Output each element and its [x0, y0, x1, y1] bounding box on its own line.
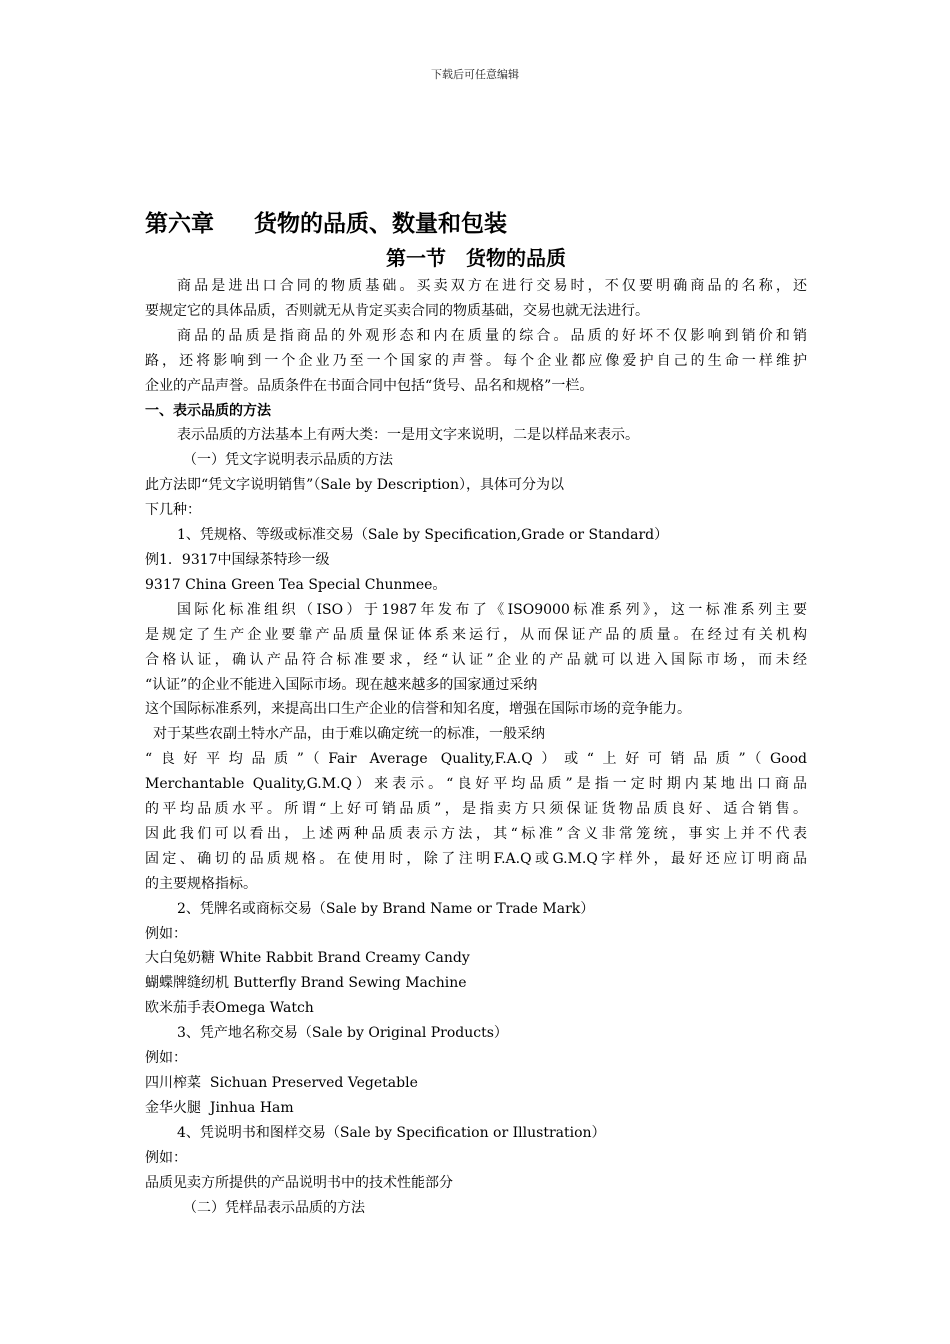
paragraph-line: 商品是进出口合同的物质基础。买卖双方在进行交易时，不仅要明确商品的名称，还	[177, 278, 807, 294]
example-label: 例如：	[145, 1050, 187, 1067]
subheading: 一、表示品质的方法	[145, 402, 271, 419]
example-line: 金华火腿 Jinhua Ham	[145, 1099, 294, 1116]
list-item: 2、凭牌名或商标交易（Sale by Brand Name or Trade Mark）	[177, 900, 595, 917]
subheading: （二）凭样品表示品质的方法	[183, 1199, 365, 1216]
list-item: 4、凭说明书和图样交易（Sale by Specification or Illustration）	[177, 1124, 606, 1141]
paragraph-line: 这个国际标准系列，来提高出口生产企业的信誉和知名度，增强在国际市场的竞争能力。	[145, 701, 691, 718]
paragraph-line: 是规定了生产企业要靠产品质量保证体系来运行，从而保证产品的质量。在经过有关机构	[145, 626, 807, 643]
example-line: 欧米茄手表Omega Watch	[145, 1000, 314, 1017]
example-line: 品质见卖方所提供的产品说明书中的技术性能部分	[145, 1174, 453, 1191]
paragraph-line: 下几种：	[145, 502, 201, 519]
paragraph-line: 要规定它的具体品质，否则就无从肯定买卖合同的物质基础，交易也就无法进行。	[145, 302, 649, 319]
section-name: 货物的品质	[466, 246, 566, 270]
paragraph-line: 此方法即“凭文字说明销售”（Sale by Description），具体可分为以	[145, 477, 565, 494]
paragraph-line: Merchantable Quality,G.M.Q）来表示。“良好平均品质”是指一定时期内某地出口商品	[145, 776, 807, 793]
chapter-number: 第六章	[145, 211, 214, 237]
paragraph-line: 固定、确切的品质规格。在使用时，除了注明F.A.Q或G.M.Q字样外，最好还应订明商品	[145, 850, 807, 867]
paragraph-line: 的主要规格指标。	[145, 875, 257, 892]
list-item: 3、凭产地名称交易（Sale by Original Products）	[177, 1025, 508, 1042]
chapter-title	[145, 206, 807, 242]
paragraph-line: “良好平均品质”（Fair Average Quality,F.A.Q）或“上好可销品质”（Good	[145, 751, 807, 768]
example-line: 例1．9317中国绿茶特珍一级	[145, 551, 330, 568]
paragraph-line: 表示品质的方法基本上有两大类：一是用文字来说明，二是以样品来表示。	[177, 427, 639, 444]
chapter-name: 货物的品质、数量和包装	[254, 211, 507, 237]
list-item: 1、凭规格、等级或标准交易（Sale by Specification,Grade or Standard）	[177, 527, 669, 544]
paragraph-line: 企业的产品声誉。品质条件在书面合同中包括“货号、品名和规格”一栏。	[145, 377, 594, 394]
example-label: 例如：	[145, 925, 187, 942]
paragraph-line: 合格认证，确认产品符合标准要求，经“认证”企业的产品就可以进入国际市场，而未经	[145, 651, 807, 668]
example-line: 蝴蝶牌缝纫机 Butterfly Brand Sewing Machine	[145, 975, 467, 992]
paragraph-line: “认证”的企业不能进入国际市场。现在越来越多的国家通过采纳	[145, 676, 538, 693]
paragraph-line: 商品的品质是指商品的外观形态和内在质量的综合。品质的好坏不仅影响到销价和销	[177, 327, 807, 344]
example-line: 四川榨菜 Sichuan Preserved Vegetable	[145, 1075, 418, 1091]
section-title	[145, 242, 807, 274]
paragraph-line: 路，还将影响到一个企业乃至一个国家的声誉。每个企业都应像爱护自己的生命一样维护	[145, 352, 807, 369]
subheading: （一）凭文字说明表示品质的方法	[183, 452, 393, 469]
example-line: 9317 China Green Tea Special Chunmee。	[145, 576, 447, 593]
paragraph-line: 的平均品质水平。所谓“上好可销品质”，是指卖方只须保证货物品质良好、适合销售。	[145, 801, 807, 818]
paragraph-line: 对于某些农副土特水产品，由于难以确定统一的标准，一般采纳	[153, 726, 545, 743]
example-label: 例如：	[145, 1149, 187, 1166]
document-body	[145, 206, 807, 1220]
paragraph-line: 因此我们可以看出，上述两种品质表示方法，其“标准”含义非常笼统，事实上并不代表	[145, 825, 807, 842]
section-number: 第一节	[386, 246, 446, 270]
paragraph-line: 国际化标准组织（ISO）于1987年发布了《ISO9000标准系列》，这一标准系列主要	[177, 601, 807, 618]
example-line: 大白兔奶糖 White Rabbit Brand Creamy Candy	[145, 950, 470, 967]
page-header-note: 下载后可任意编辑	[431, 68, 519, 81]
